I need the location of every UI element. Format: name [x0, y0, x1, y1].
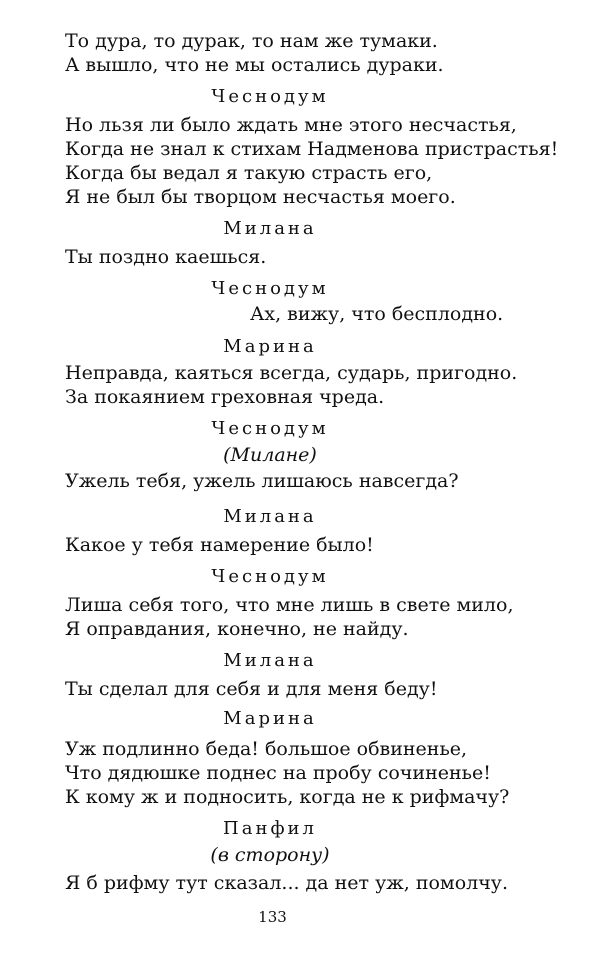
verse-line: Ах, вижу, что бесплодно. — [250, 303, 504, 325]
speaker-name: Милана — [223, 218, 317, 239]
verse-line: Когда не знал к стихам Надменова пристрастья! — [65, 138, 559, 160]
verse-line: За покаянием греховная чреда. — [65, 386, 385, 408]
verse-line: Ты поздно каешься. — [65, 246, 267, 268]
verse-line: Ужель тебя, ужель лишаюсь навсегда? — [65, 470, 459, 492]
verse-line: Я б рифму тут сказал... да нет уж, помолчу. — [65, 872, 508, 894]
verse-line: Но льзя ли было ждать мне этого несчастья, — [65, 114, 517, 136]
verse-line: Неправда, каяться всегда, сударь, пригодно. — [65, 362, 518, 384]
speaker-name: Чеснодум — [211, 86, 329, 107]
speaker-name: Панфил — [223, 818, 317, 839]
verse-line: Какое у тебя намерение было! — [65, 534, 374, 556]
verse-line: Я оправдания, конечно, не найду. — [65, 618, 409, 640]
verse-line: А вышло, что не мы остались дураки. — [65, 54, 444, 76]
verse-line: Я не был бы творцом несчастья моего. — [65, 186, 456, 208]
stage-direction: (Милане) — [223, 444, 317, 466]
speaker-name: Марина — [223, 708, 317, 729]
speaker-name: Чеснодум — [211, 278, 329, 299]
verse-line: Лиша себя того, что мне лишь в свете мило, — [65, 594, 514, 616]
verse-line: Когда бы ведал я такую страсть его, — [65, 162, 433, 184]
speaker-name: Чеснодум — [211, 418, 329, 439]
verse-line: Уж подлинно беда! большое обвиненье, — [65, 738, 468, 760]
verse-line: Что дядюшке поднес на пробу сочиненье! — [65, 762, 491, 784]
speaker-name: Милана — [223, 506, 317, 527]
stage-direction: (в сторону) — [210, 844, 330, 866]
verse-line: То дура, то дурак, то нам же тумаки. — [65, 30, 438, 52]
verse-line: К кому ж и подносить, когда не к рифмачу? — [65, 786, 510, 808]
verse-line: Ты сделал для себя и для меня беду! — [65, 678, 438, 700]
speaker-name: Милана — [223, 650, 317, 671]
speaker-name: Чеснодум — [211, 566, 329, 587]
speaker-name: Марина — [223, 336, 317, 357]
page-number: 133 — [258, 908, 287, 926]
